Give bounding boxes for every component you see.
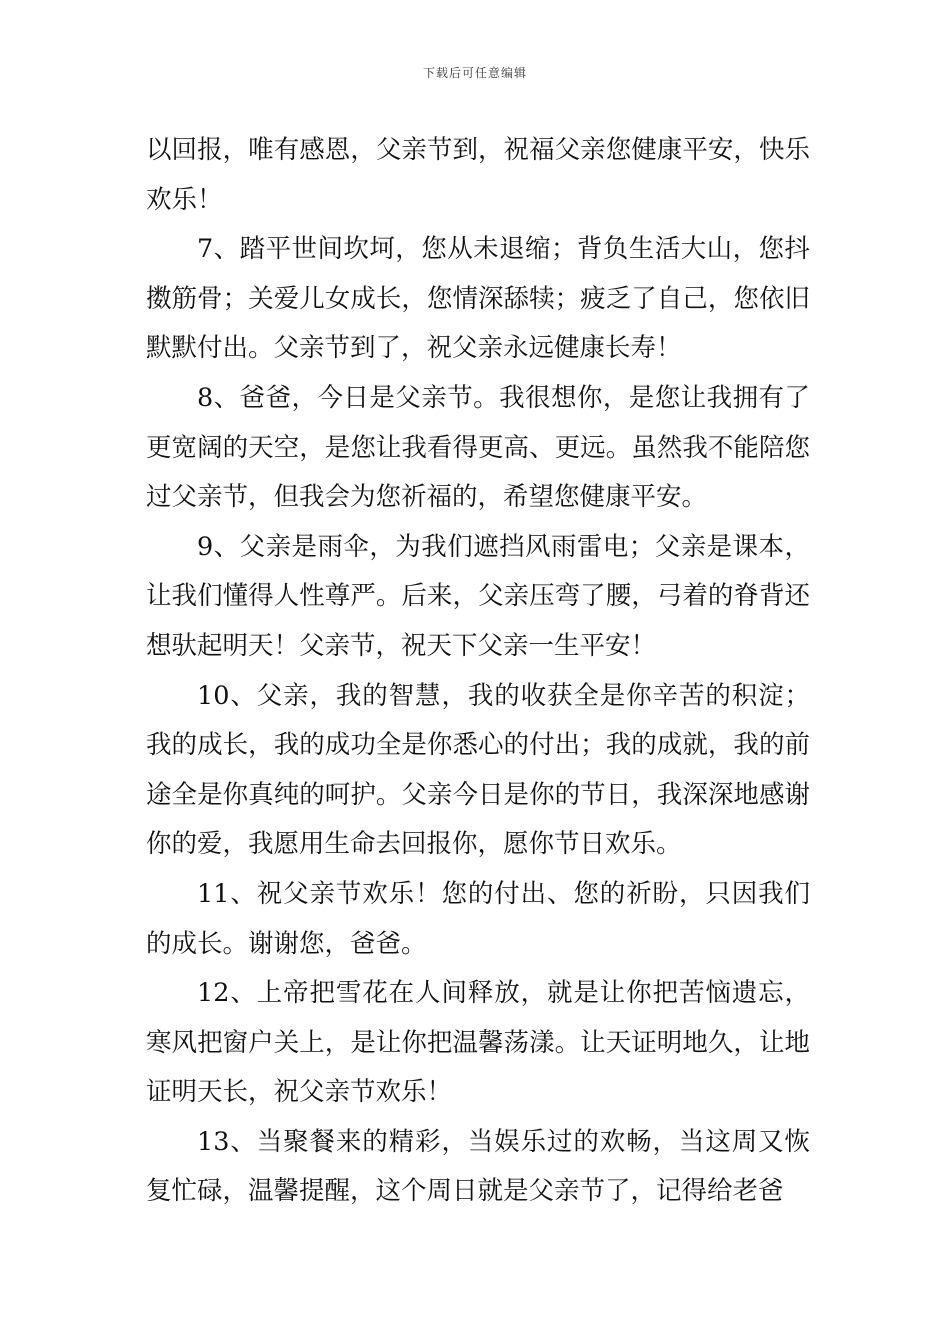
paragraph: 12、上帝把雪花在人间释放，就是让你把苦恼遗忘，寒风把窗户关上，是让你把温馨荡漾。让天证明地久，让地证明天长，祝父亲节欢乐！ <box>146 978 810 1108</box>
paragraph: 7、踏平世间坎坷，您从未退缩；背负生活大山，您抖擞筋骨；关爱儿女成长，您情深舔犊；疲乏了自己，您依旧默默付出。父亲节到了，祝父亲永远健康长寿！ <box>146 234 810 364</box>
paragraph: 8、爸爸，今日是父亲节。我很想你，是您让我拥有了更宽阔的天空，是您让我看得更高、更远。虽然我不能陪您过父亲节，但我会为您祈福的，希望您健康平安。 <box>146 382 810 513</box>
paragraph: 以回报，唯有感恩，父亲节到，祝福父亲您健康平安，快乐欢乐！ <box>146 135 810 215</box>
paragraph: 10、父亲，我的智慧，我的收获全是你辛苦的积淀；我的成长，我的成功全是你悉心的付出；我的成就，我的前途全是你真纯的呵护。父亲今日是你的节日，我深深地感谢你的爱，我愿用生命去回报你，愿你节日欢乐。 <box>146 680 810 860</box>
page-header: 下载后可任意编辑 <box>422 66 527 80</box>
paragraph: 11、祝父亲节欢乐！您的付出、您的祈盼，只因我们的成长。谢谢您，爸爸。 <box>146 878 810 959</box>
paragraph: 13、当聚餐来的精彩，当娱乐过的欢畅，当这周又恢复忙碌，温馨提醒，这个周日就是父亲节了，记得给老爸 <box>146 1126 810 1207</box>
paragraph: 9、父亲是雨伞，为我们遮挡风雨雷电；父亲是课本，让我们懂得人性尊严。后来，父亲压弯了腰，弓着的脊背还想驮起明天！父亲节，祝天下父亲一生平安！ <box>146 531 810 661</box>
document-body <box>146 126 810 1217</box>
